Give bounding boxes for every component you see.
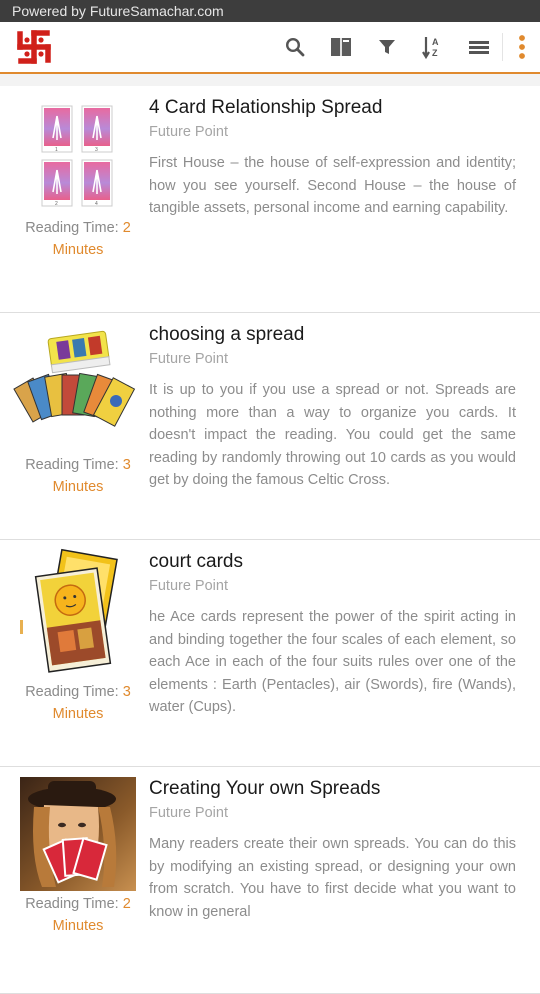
article-author: Future Point — [149, 351, 228, 367]
article-author: Future Point — [149, 124, 228, 140]
article-excerpt: First House – the house of self-expression and identity; how you see yourself. Second House – the house of tangible assets, personal income and earning capability. — [149, 155, 516, 216]
swastika-icon[interactable] — [14, 27, 54, 67]
article-author: Future Point — [149, 578, 228, 594]
reading-time-value: 3 — [122, 684, 131, 700]
sort-button[interactable] — [410, 22, 456, 72]
reading-time-label: Reading Time: — [25, 457, 119, 473]
reading-time-value: 3 — [122, 457, 131, 473]
powered-by-banner: Powered by FutureSamachar.com — [0, 0, 540, 22]
article-text — [149, 550, 516, 719]
article-text — [149, 777, 516, 923]
reading-time-value: 2 — [122, 896, 131, 912]
article-excerpt: Many readers create their own spreads. You can do this by modifying an existing spread, or designing your own from scratch. You have to first decide what you want to know in general — [149, 836, 516, 920]
tarot-deck-fan-image — [20, 323, 136, 443]
svg-text:Z: Z — [432, 48, 438, 58]
filter-button[interactable] — [364, 22, 410, 72]
article-card[interactable] — [0, 313, 540, 540]
sort-az-icon — [422, 35, 444, 59]
article-list[interactable] — [0, 74, 540, 934]
woman-holding-cards-image — [20, 777, 136, 897]
svg-text:4: 4 — [95, 201, 98, 207]
article-author: Future Point — [149, 805, 228, 821]
svg-text:1: 1 — [55, 147, 58, 153]
article-text — [149, 323, 516, 492]
reading-time-unit: Minutes — [52, 242, 104, 258]
article-title[interactable]: court cards — [149, 551, 243, 572]
article-text — [149, 96, 516, 220]
article-card[interactable] — [0, 540, 540, 767]
reading-time-label: Reading Time: — [25, 220, 119, 236]
article-card[interactable] — [0, 767, 540, 994]
more-vert-icon — [518, 34, 526, 60]
reading-time — [12, 893, 144, 937]
article-excerpt: he Ace cards represent the power of the spirit acting in and binding together the four scales of each element, so each Ace in each of the four suits rules over one of the elements : Earth (Pentacles), air (Swords), fire (Wands), water (Cups). — [149, 609, 516, 715]
filter-icon — [378, 38, 396, 56]
library-button[interactable] — [318, 22, 364, 72]
four-tarot-cards-image — [20, 96, 136, 216]
app-toolbar — [0, 22, 540, 74]
sun-tarot-card-image — [20, 550, 136, 670]
reading-time-label: Reading Time: — [25, 684, 119, 700]
list-view-icon — [468, 38, 490, 56]
reading-time-label: Reading Time: — [25, 896, 119, 912]
article-card[interactable] — [0, 86, 540, 313]
book-icon — [330, 37, 352, 57]
view-toggle-button[interactable] — [456, 22, 502, 72]
reading-time-unit: Minutes — [52, 706, 104, 722]
reading-time — [12, 454, 144, 498]
article-title[interactable]: 4 Card Relationship Spread — [149, 97, 383, 118]
reading-time-unit: Minutes — [52, 918, 104, 934]
reading-time-value: 2 — [122, 220, 131, 236]
svg-text:A: A — [432, 37, 439, 47]
svg-text:2: 2 — [55, 201, 58, 207]
more-options-button[interactable] — [502, 33, 540, 61]
article-excerpt: It is up to you if you use a spread or not. Spreads are nothing more than a way to organize you cards. It doesn't impact the reading. You could get the same reading by randomly throwing out 10 cards as you would get by doing the famous Celtic Cross. — [149, 382, 516, 488]
article-title[interactable]: choosing a spread — [149, 324, 305, 345]
reading-time — [12, 681, 144, 725]
search-icon — [285, 37, 305, 57]
svg-text:3: 3 — [95, 147, 98, 153]
search-button[interactable] — [272, 22, 318, 72]
reading-time — [12, 217, 144, 261]
reading-time-unit: Minutes — [52, 479, 104, 495]
toolbar-actions — [272, 22, 540, 72]
article-title[interactable]: Creating Your own Spreads — [149, 778, 381, 799]
